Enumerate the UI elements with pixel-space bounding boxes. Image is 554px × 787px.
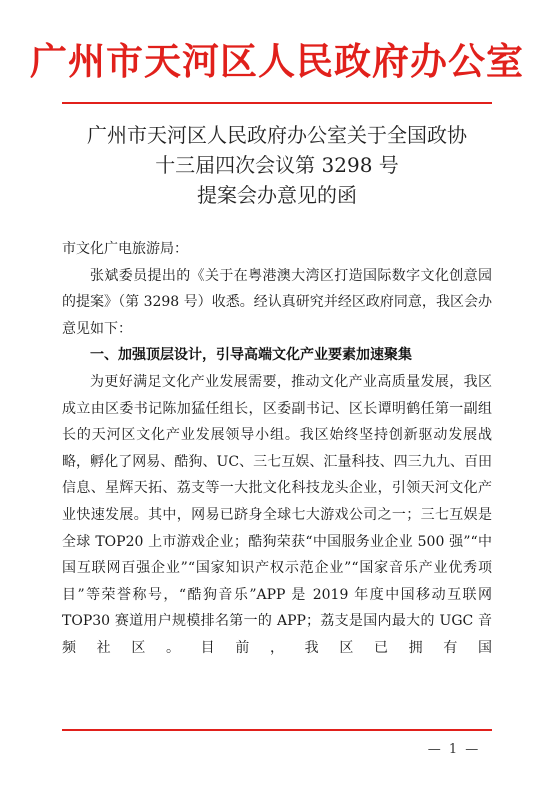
page-number: — 1 — <box>427 742 481 757</box>
document-title-line-3: 提案会办意见的函 <box>197 183 357 207</box>
document-title-line-2: 十三届四次会议第 3298 号 <box>155 153 399 177</box>
salutation: 市文化广电旅游局： <box>62 241 188 257</box>
document-title <box>0 120 554 210</box>
masthead-title: 广州市天河区人民政府办公室 <box>30 39 524 83</box>
section-1-paragraph: 为更好满足文化产业发展需要，推动文化产业高质量发展，我区成立由区委书记陈加猛任组长，区委副书记、区长谭明鹤任第一副组长的天河区文化产业发展领导小组。我区始终坚持创新驱动发展战略，孵化了网易、酷狗、UC、三七互娱、汇量科技、四三九九、百田信息、星辉天拓、荔支等一大批文化科技龙头企业，引领天河文化产业快速发展。其中，网易已跻身全球七大游戏公司之一；三七互娱是全球 TOP20 上市游戏企业；酷狗荣获“中国服务业企业 500 强”“中国互联网百强企业”“国家知识产权示范企业”“国家音乐产业优秀项目”等荣誉称号，“酷狗音乐”APP 是 2019 年度中国移动互联网 TOP30 赛道用户规模排名第一的 APP；荔支是国内最大的 UGC 音频社区。目前，我区已拥有国 <box>62 373 492 656</box>
footer-red-rule <box>62 729 492 731</box>
masthead-red-rule <box>62 102 492 104</box>
intro-paragraph: 张斌委员提出的《关于在粤港澳大湾区打造国际数字文化创意园的提案》（第 3298 号）收悉。经认真研究并经区政府同意，我区会办意见如下： <box>62 267 492 337</box>
document-body <box>62 236 492 662</box>
document-title-line-1: 广州市天河区人民政府办公室关于全国政协 <box>87 123 467 147</box>
section-1-heading: 一、加强顶层设计，引导高端文化产业要素加速聚集 <box>90 347 412 364</box>
